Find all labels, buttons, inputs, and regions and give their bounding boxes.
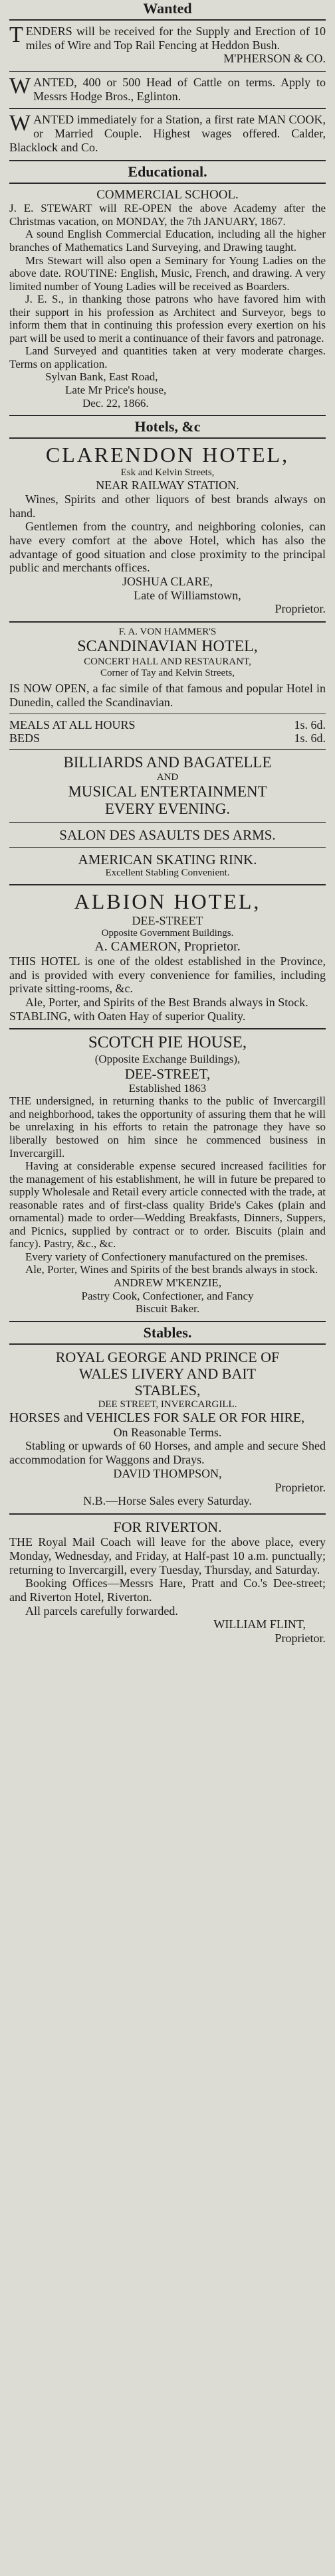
ad-para: Every variety of Confectionery manufactured on the premises. bbox=[25, 1250, 308, 1263]
divider bbox=[9, 847, 326, 848]
ad-overline: F. A. VON HAMMER'S bbox=[118, 627, 217, 638]
ad-title: SCANDINAVIAN HOTEL, bbox=[77, 638, 258, 656]
price-row bbox=[9, 731, 326, 745]
ad-para: THIS HOTEL is one of the oldest established in the Province, and is provided with every convenience for families, including private sitting-rooms, &c. bbox=[9, 954, 326, 996]
ad-title: COMMERCIAL SCHOOL. bbox=[96, 187, 239, 202]
ad-signature: DAVID THOMPSON, bbox=[113, 1466, 222, 1480]
section-header-educational: Educational. bbox=[128, 163, 207, 180]
divider bbox=[9, 437, 326, 439]
ad-para: Booking Offices—Messrs Hare, Pratt and Co.'s Dee-street; and Riverton Hotel, Riverton. bbox=[9, 1576, 326, 1604]
ad-signature: Proprietor. bbox=[275, 1480, 326, 1494]
section-header-stables: Stables. bbox=[143, 1324, 192, 1341]
ad-text: ANTED, 400 or 500 Head of Cattle on terms. Apply to Messrs Hodge Bros., Eglinton. bbox=[33, 76, 326, 103]
ad-royal-george-stables bbox=[9, 1349, 326, 1508]
ad-signature: Biscuit Baker. bbox=[135, 1302, 200, 1316]
ad-clarendon-hotel bbox=[9, 443, 326, 616]
divider bbox=[9, 884, 326, 885]
ad-address: Late Mr Price's house, bbox=[65, 384, 167, 396]
ad-para: Land Surveyed and quantities taken at very moderate charges. Terms on application. bbox=[9, 344, 326, 370]
drop-cap: W bbox=[9, 111, 31, 136]
divider bbox=[9, 19, 326, 21]
ad-para: On Reasonable Terms. bbox=[113, 1425, 222, 1439]
ad-text: ANTED immediately for a Station, a first rate MAN COOK, or Married Couple. Highest wages offered. Calder, Blacklock and Co. bbox=[9, 113, 326, 154]
ad-subtitle: DEE-STREET, bbox=[124, 1065, 211, 1082]
ad-title: WALES LIVERY AND BAIT bbox=[78, 1365, 257, 1382]
ad-commercial-school bbox=[9, 188, 326, 410]
ad-para: Stabling or upwards of 60 Horses, and ample and secure Shed accommodation for Waggons and Drays. bbox=[9, 1439, 326, 1467]
price-label: BEDS bbox=[9, 731, 41, 745]
divider bbox=[9, 183, 326, 184]
ad-subtitle: Established 1863 bbox=[128, 1081, 207, 1095]
ad-line: Excellent Stabling Convenient. bbox=[105, 867, 230, 878]
divider bbox=[9, 822, 326, 823]
ad-para: THE undersigned, in returning thanks to the public of Invercargill and neighborhood, takes the opportunity of assuring them that he will be unrelaxing in his efforts to retain the patronage they have so liberally bestowed on him since he commenced business in Invercargill. bbox=[9, 1095, 326, 1160]
ad-signature: ANDREW M'KENZIE, bbox=[113, 1276, 222, 1290]
ad-signature: WILLIAM FLINT, bbox=[213, 1618, 306, 1631]
drop-cap: T bbox=[9, 23, 23, 47]
divider bbox=[9, 160, 326, 161]
drop-cap: W bbox=[9, 74, 31, 99]
ad-subtitle: Opposite Government Buildings. bbox=[101, 927, 234, 939]
ad-wanted-cattle bbox=[9, 76, 326, 103]
ad-proprietor: A. CAMERON, Proprietor. bbox=[94, 939, 241, 954]
ad-scotch-pie-house bbox=[9, 1033, 326, 1315]
ad-para: All parcels carefully forwarded. bbox=[25, 1604, 178, 1618]
ad-para: Mrs Stewart will also open a Seminary for Young Ladies on the above date. ROUTINE: English, Music, French, and drawing. A very limited number of Young Ladies will be received as Boarders. bbox=[9, 254, 326, 293]
ad-title: STABLES, bbox=[134, 1382, 201, 1399]
divider bbox=[9, 1321, 326, 1322]
ad-para: STABLING, with Oaten Hay of superior Quality. bbox=[9, 1009, 246, 1023]
ad-para: Having at considerable expense secured increased facilities for the management of his establishment, he will in future be prepared to supply Wholesale and Retail every article connected with the trade, at reasonable rates and of first-class quality Bride's Cakes (plain and ornamental) made to order—Wedding Breakfasts, Dinners, Suppers, and Picnics, supplied by contract or to order. Biscuits (plain and fancy). Pastry, &c., &c. bbox=[9, 1160, 326, 1250]
ad-for-riverton bbox=[9, 1519, 326, 1645]
ad-subtitle: DEE-STREET bbox=[132, 914, 203, 927]
price-value: 1s. 6d. bbox=[294, 718, 326, 731]
divider bbox=[9, 71, 326, 72]
ad-para: Ale, Porter, and Spirits of the Best Brands always in Stock. bbox=[25, 996, 308, 1009]
ad-para: Wines, Spirits and other liquors of best brands always on hand. bbox=[9, 492, 326, 520]
ad-para: THE Royal Mail Coach will leave for the above place, every Monday, Wednesday, and Friday, at Half-past 10 a.m. punctually; returning to Invercargill, every Tuesday, Thursday, and Saturday. bbox=[9, 1535, 326, 1576]
divider bbox=[9, 749, 326, 750]
ad-title: ROYAL GEORGE AND PRINCE OF bbox=[55, 1348, 280, 1365]
ad-signature: Pastry Cook, Confectioner, and Fancy bbox=[81, 1289, 254, 1302]
ad-line: AMERICAN SKATING RINK. bbox=[78, 851, 257, 868]
ad-subtitle: DEE STREET, INVERCARGILL. bbox=[98, 1399, 237, 1410]
ad-note: N.B.—Horse Sales every Saturday. bbox=[83, 1494, 252, 1508]
ad-subtitle: (Opposite Exchange Buildings), bbox=[94, 1053, 241, 1066]
ad-para: J. E. STEWART will RE-OPEN the above Academy after the Christmas vacation, on MONDAY, the 7th JANUARY, 1867. bbox=[9, 202, 326, 228]
ad-para: Gentlemen from the country, and neighboring colonies, can have every comfort at the above Hotel, which has also the advantage of good situation and close proximity to the principal public and merchants offices. bbox=[9, 520, 326, 575]
ad-line: AND bbox=[156, 771, 179, 783]
ad-signature: Proprietor. bbox=[275, 602, 326, 616]
ad-title: CLARENDON HOTEL, bbox=[45, 443, 290, 467]
divider bbox=[9, 1343, 326, 1345]
ad-signature: JOSHUA CLARE, bbox=[122, 574, 213, 588]
ad-title: SCOTCH PIE HOUSE, bbox=[88, 1033, 247, 1052]
divider bbox=[9, 108, 326, 109]
ad-signature: Late of Williamstown, bbox=[134, 588, 241, 602]
price-label: MEALS AT ALL HOURS bbox=[9, 718, 136, 731]
ad-address: Sylvan Bank, East Road, bbox=[45, 370, 158, 384]
ad-para: Ale, Porter, Wines and Spirits of the best brands always in stock. bbox=[25, 1263, 318, 1276]
ad-para: HORSES and VEHICLES FOR SALE OR FOR HIRE, bbox=[9, 1410, 305, 1425]
ad-date: Dec. 22, 1866. bbox=[82, 396, 149, 410]
divider bbox=[9, 621, 326, 623]
divider bbox=[9, 1513, 326, 1515]
ad-wanted-cook bbox=[9, 113, 326, 154]
ad-title: FOR RIVERTON. bbox=[113, 1518, 222, 1535]
ad-title: ALBION HOTEL, bbox=[74, 889, 261, 914]
ad-albion-hotel bbox=[9, 889, 326, 1023]
price-value: 1s. 6d. bbox=[294, 731, 326, 745]
ad-tenders bbox=[9, 25, 326, 66]
divider bbox=[9, 1028, 326, 1029]
ad-subtitle: Corner of Tay and Kelvin Streets, bbox=[100, 668, 235, 679]
ad-scandinavian-hotel bbox=[9, 627, 326, 879]
ad-signature: M'PHERSON & CO. bbox=[223, 52, 326, 66]
divider bbox=[9, 415, 326, 416]
ad-subtitle: NEAR RAILWAY STATION. bbox=[96, 479, 239, 492]
ad-line: SALON DES ASAULTS DES ARMS. bbox=[59, 826, 276, 843]
ad-subtitle: Esk and Kelvin Streets, bbox=[120, 467, 215, 478]
price-row bbox=[9, 718, 326, 732]
ad-line: MUSICAL ENTERTAINMENT bbox=[68, 783, 267, 800]
ad-para: IS NOW OPEN, a fac simile of that famous and popular Hotel in Dunedin, called the Scandinavian. bbox=[9, 682, 326, 710]
ad-line: EVERY EVENING. bbox=[104, 800, 231, 818]
ad-para: J. E. S., in thanking those patrons who have favored him with their support in his profession as Architect and Surveyor, begs to inform them that in continuing this profession every exertion on his part will be used to merit a continuance of their favors and patronage. bbox=[9, 293, 326, 344]
section-header-hotels: Hotels, &c bbox=[134, 418, 201, 435]
ad-text: ENDERS will be received for the Supply and Erection of 10 miles of Wire and Top Rail Fencing at Heddon Bush. bbox=[25, 25, 326, 52]
ad-line: BILLIARDS AND BAGATELLE bbox=[63, 754, 272, 771]
ad-signature: Proprietor. bbox=[275, 1631, 326, 1645]
ad-para: A sound English Commercial Education, including all the higher branches of Mathematics Land Surveying, and Drawing taught. bbox=[9, 228, 326, 254]
section-header-wanted: Wanted bbox=[143, 0, 192, 17]
ad-subtitle: CONCERT HALL AND RESTAURANT, bbox=[84, 656, 251, 667]
